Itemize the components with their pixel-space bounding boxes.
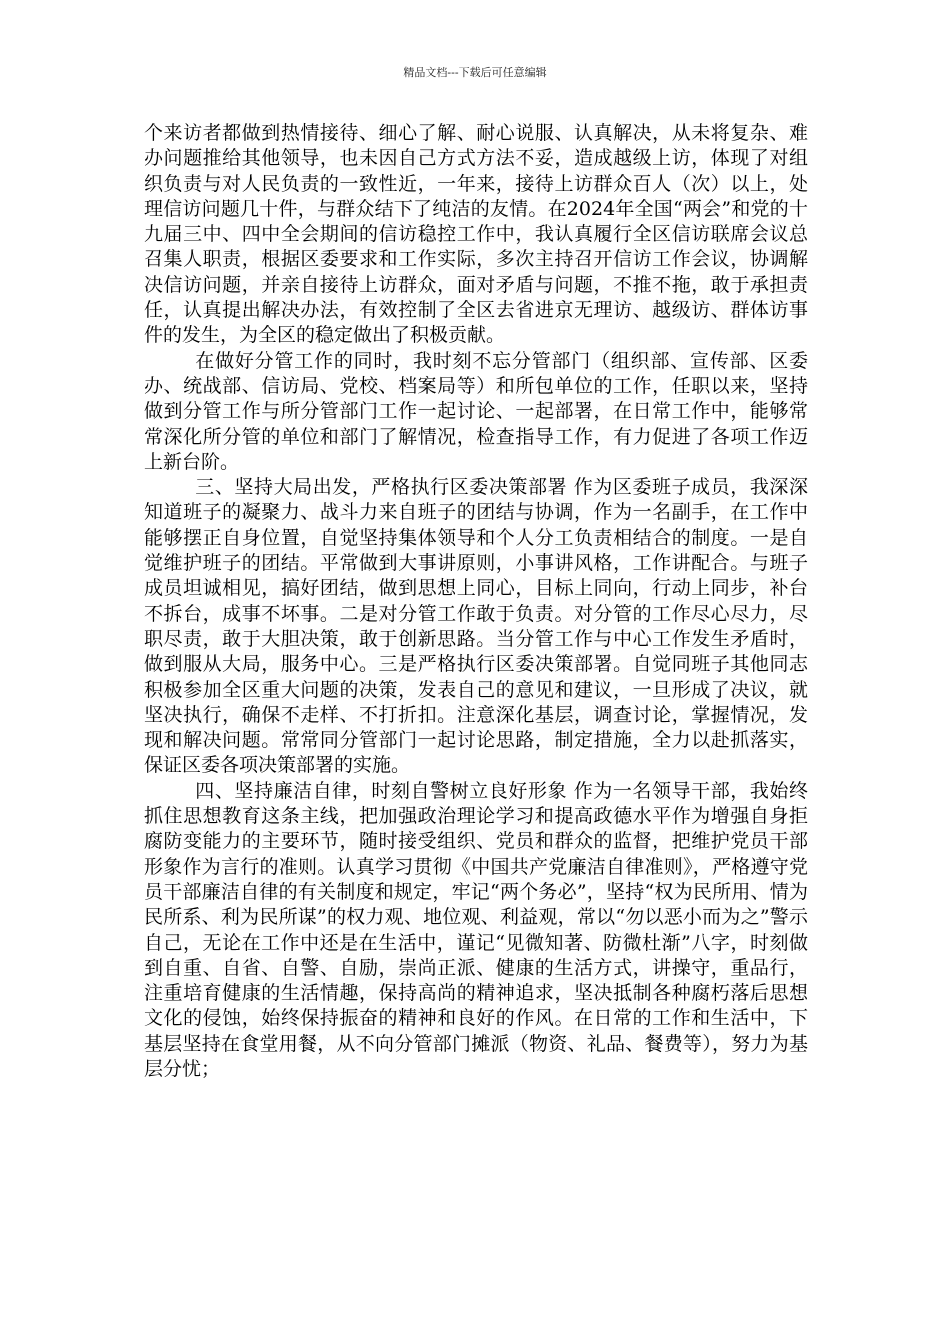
paragraph-2: 在做好分管工作的同时，我时刻不忘分管部门（组织部、宣传部、区委办、统战部、信访局、党校、档案局等）和所包单位的工作，任职以来，坚持做到分管工作与所分管部门工作一起讨论、一起部署，在日常工作中，能够常常深化所分管的单位和部门了解情况，检查指导工作，有力促进了各项工作迈上新台阶。 (144, 349, 808, 473)
document-body (144, 121, 808, 1082)
paragraph-1: 个来访者都做到热情接待、细心了解、耐心说服、认真解决，从未将复杂、难办问题推给其他领导，也未因自己方式方法不妥，造成越级上访，体现了对组织负责与对人民负责的一致性近，一年来，接待上访群众百人（次）以上，处理信访问题几十件，与群众结下了纯洁的友情。在2024年全国“两会”和党的十九届三中、四中全会期间的信访稳控工作中，我认真履行全区信访联席会议总召集人职责，根据区委要求和工作实际，多次主持召开信访工作会议，协调解决信访问题，并亲自接待上访群众，面对矛盾与问题，不推不拖，敢于承担责任，认真提出解决办法，有效控制了全区去省进京无理访、越级访、群体访事件的发生，为全区的稳定做出了积极贡献。 (144, 122, 808, 347)
page-header: 精品文档---下载后可任意编辑 (403, 66, 547, 79)
paragraph-3: 三、坚持大局出发，严格执行区委决策部署 作为区委班子成员，我深深知道班子的凝聚力、战斗力来自班子的团结与协调，作为一名副手，在工作中能够摆正自身位置，自觉坚持集体领导和个人分工负责相结合的制度。一是自觉维护班子的团结。平常做到大事讲原则，小事讲风格，工作讲配合。与班子成员坦诚相见，搞好团结，做到思想上同心，目标上同向，行动上同步，补台不拆台，成事不坏事。二是对分管工作敢于负责。对分管的工作尽心尽力，尽职尽责，敢于大胆决策，敢于创新思路。当分管工作与中心工作发生矛盾时，做到服从大局，服务中心。三是严格执行区委决策部署。自觉同班子其他同志积极参加全区重大问题的决策，发表自己的意见和建议，一旦形成了决议，就坚决执行，确保不走样、不打折扣。注意深化基层，调查讨论，掌握情况，发现和解决问题。常常同分管部门一起讨论思路，制定措施，全力以赴抓落实，保证区委各项决策部署的实施。 (144, 476, 808, 777)
paragraph-4: 四、坚持廉洁自律，时刻自警树立良好形象 作为一名领导干部，我始终抓住思想教育这条主线，把加强政治理论学习和提高政德水平作为增强自身拒腐防变能力的主要环节，随时接受组织、党员和群众的监督，把维护党员干部形象作为言行的准则。认真学习贯彻《中国共产党廉洁自律准则》，严格遵守党员干部廉洁自律的有关制度和规定，牢记“两个务必”，坚持“权为民所用、情为民所系、利为民所谋”的权力观、地位观、利益观，常以“勿以恶小而为之”警示自己，无论在工作中还是在生活中，谨记“见微知著、防微杜渐”八字，时刻做到自重、自省、自警、自励，崇尚正派、健康的生活方式，讲操守，重品行，注重培育健康的生活情趣，保持高尚的精神追求，坚决抵制各种腐朽落后思想文化的侵蚀，始终保持振奋的精神和良好的作风。在日常的工作和生活中，下基层坚持在食堂用餐，从不向分管部门摊派（物资、礼品、餐费等），努力为基层分忧； (144, 779, 808, 1080)
